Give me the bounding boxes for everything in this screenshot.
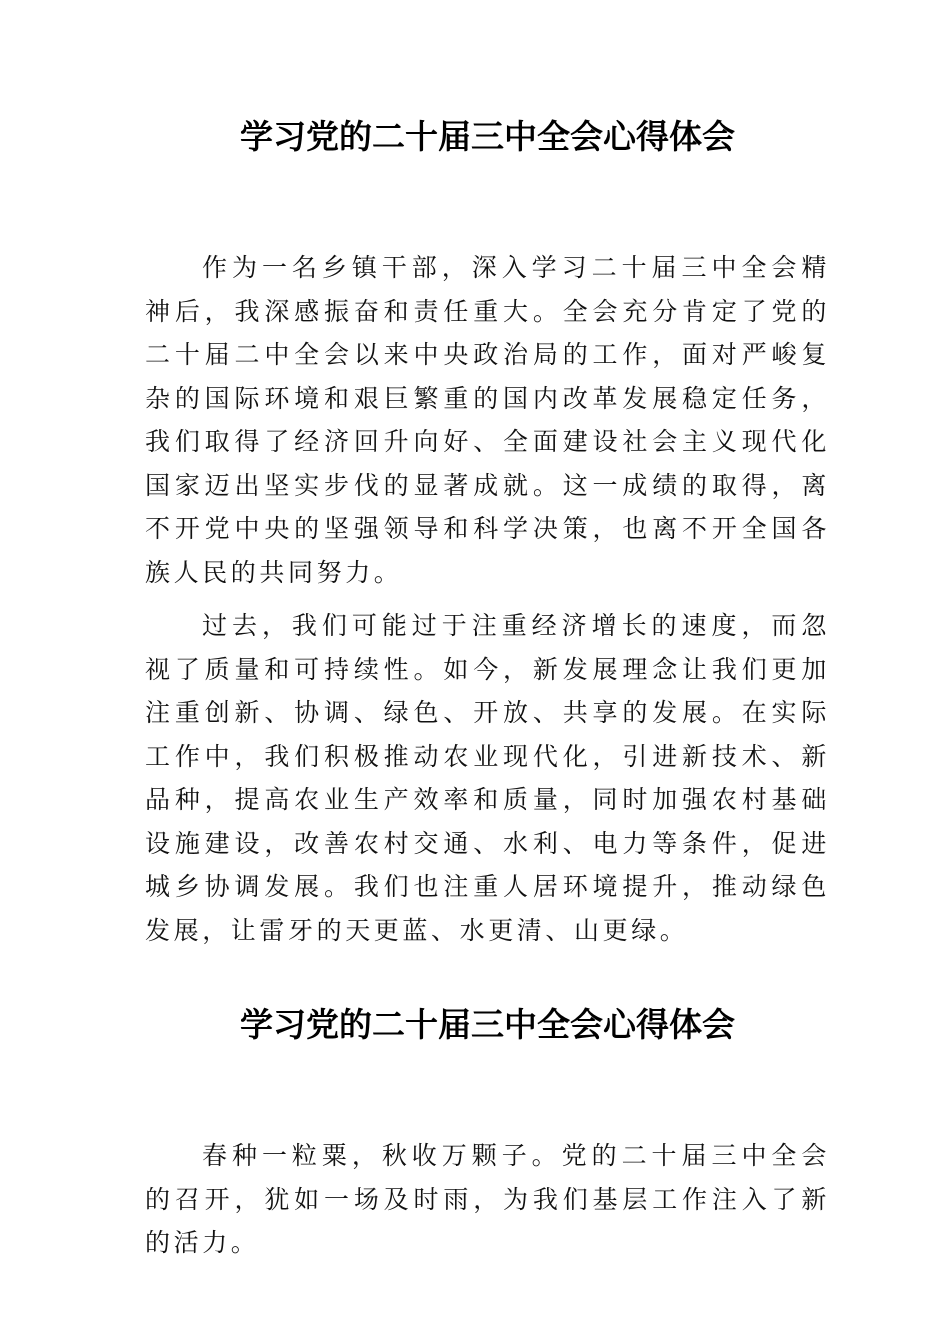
paragraph: 过去，我们可能过于注重经济增长的速度，而忽视了质量和可持续性。如今，新发展理念让我们更加注重创新、协调、绿色、开放、共享的发展。在实际工作中，我们积极推动农业现代化，引进新技术、新品种，提高农业生产效率和质量，同时加强农村基础设施建设，改善农村交通、水利、电力等条件，促进城乡协调发展。我们也注重人居环境提升，推动绿色发展，让雷牙的天更蓝、水更清、山更绿。 [145, 611, 830, 945]
article-1 [145, 112, 830, 952]
article-title: 学习党的二十届三中全会心得体会 [240, 1005, 735, 1044]
article-title: 学习党的二十届三中全会心得体会 [240, 117, 735, 156]
article-body [145, 246, 830, 952]
article-body [145, 1134, 830, 1265]
paragraph: 春种一粒粟，秋收万颗子。党的二十届三中全会的召开，犹如一场及时雨，为我们基层工作注入了新的活力。 [145, 1141, 830, 1257]
article-2 [145, 1000, 830, 1265]
paragraph: 作为一名乡镇干部，深入学习二十届三中全会精神后，我深感振奋和责任重大。全会充分肯定了党的二十届二中全会以来中央政治局的工作，面对严峻复杂的国际环境和艰巨繁重的国内改革发展稳定任务，我们取得了经济回升向好、全面建设社会主义现代化国家迈出坚实步伐的显著成就。这一成绩的取得，离不开党中央的坚强领导和科学决策，也离不开全国各族人民的共同努力。 [145, 253, 830, 587]
